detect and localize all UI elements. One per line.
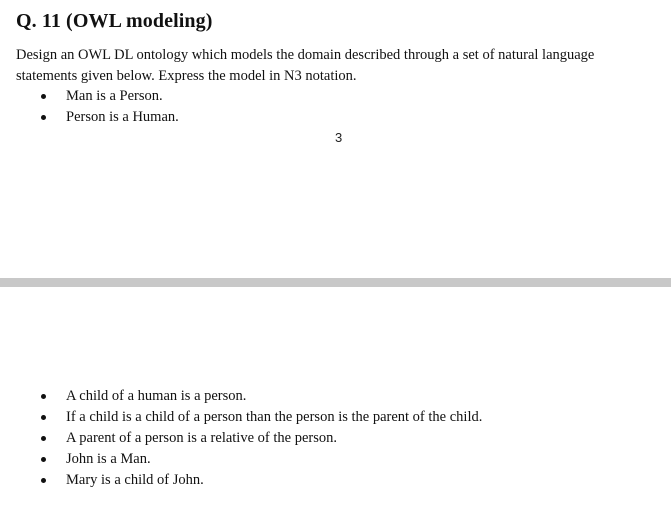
bullet-icon bbox=[41, 115, 46, 120]
list-item bbox=[0, 86, 179, 107]
question-heading: Q. 11 (OWL modeling) bbox=[16, 10, 213, 32]
statement-text: Person is a Human. bbox=[66, 109, 179, 125]
bullet-icon bbox=[41, 94, 46, 99]
statement-text: Mary is a child of John. bbox=[66, 472, 204, 488]
statement-text: John is a Man. bbox=[66, 451, 151, 467]
statement-list-page2 bbox=[0, 386, 482, 491]
bullet-icon bbox=[41, 478, 46, 483]
page-number: 3 bbox=[335, 130, 343, 145]
statement-list-page1 bbox=[0, 86, 179, 128]
list-item bbox=[0, 449, 482, 470]
list-item bbox=[0, 107, 179, 128]
list-item bbox=[0, 428, 482, 449]
statement-text: A child of a human is a person. bbox=[66, 388, 247, 404]
bullet-icon bbox=[41, 457, 46, 462]
bullet-icon bbox=[41, 394, 46, 399]
statement-text: If a child is a child of a person than the person is the parent of the child. bbox=[66, 409, 483, 425]
list-item bbox=[0, 470, 482, 491]
statement-text: A parent of a person is a relative of the person. bbox=[66, 430, 337, 446]
statement-text: Man is a Person. bbox=[66, 88, 163, 104]
list-item bbox=[0, 386, 482, 407]
question-intro bbox=[16, 45, 666, 86]
page-separator bbox=[0, 278, 671, 287]
intro-line: statements given below. Express the model in N3 notation. bbox=[16, 67, 357, 84]
bullet-icon bbox=[41, 415, 46, 420]
bullet-icon bbox=[41, 436, 46, 441]
list-item bbox=[0, 407, 482, 428]
intro-line: Design an OWL DL ontology which models the domain described through a set of natural language bbox=[16, 47, 595, 63]
